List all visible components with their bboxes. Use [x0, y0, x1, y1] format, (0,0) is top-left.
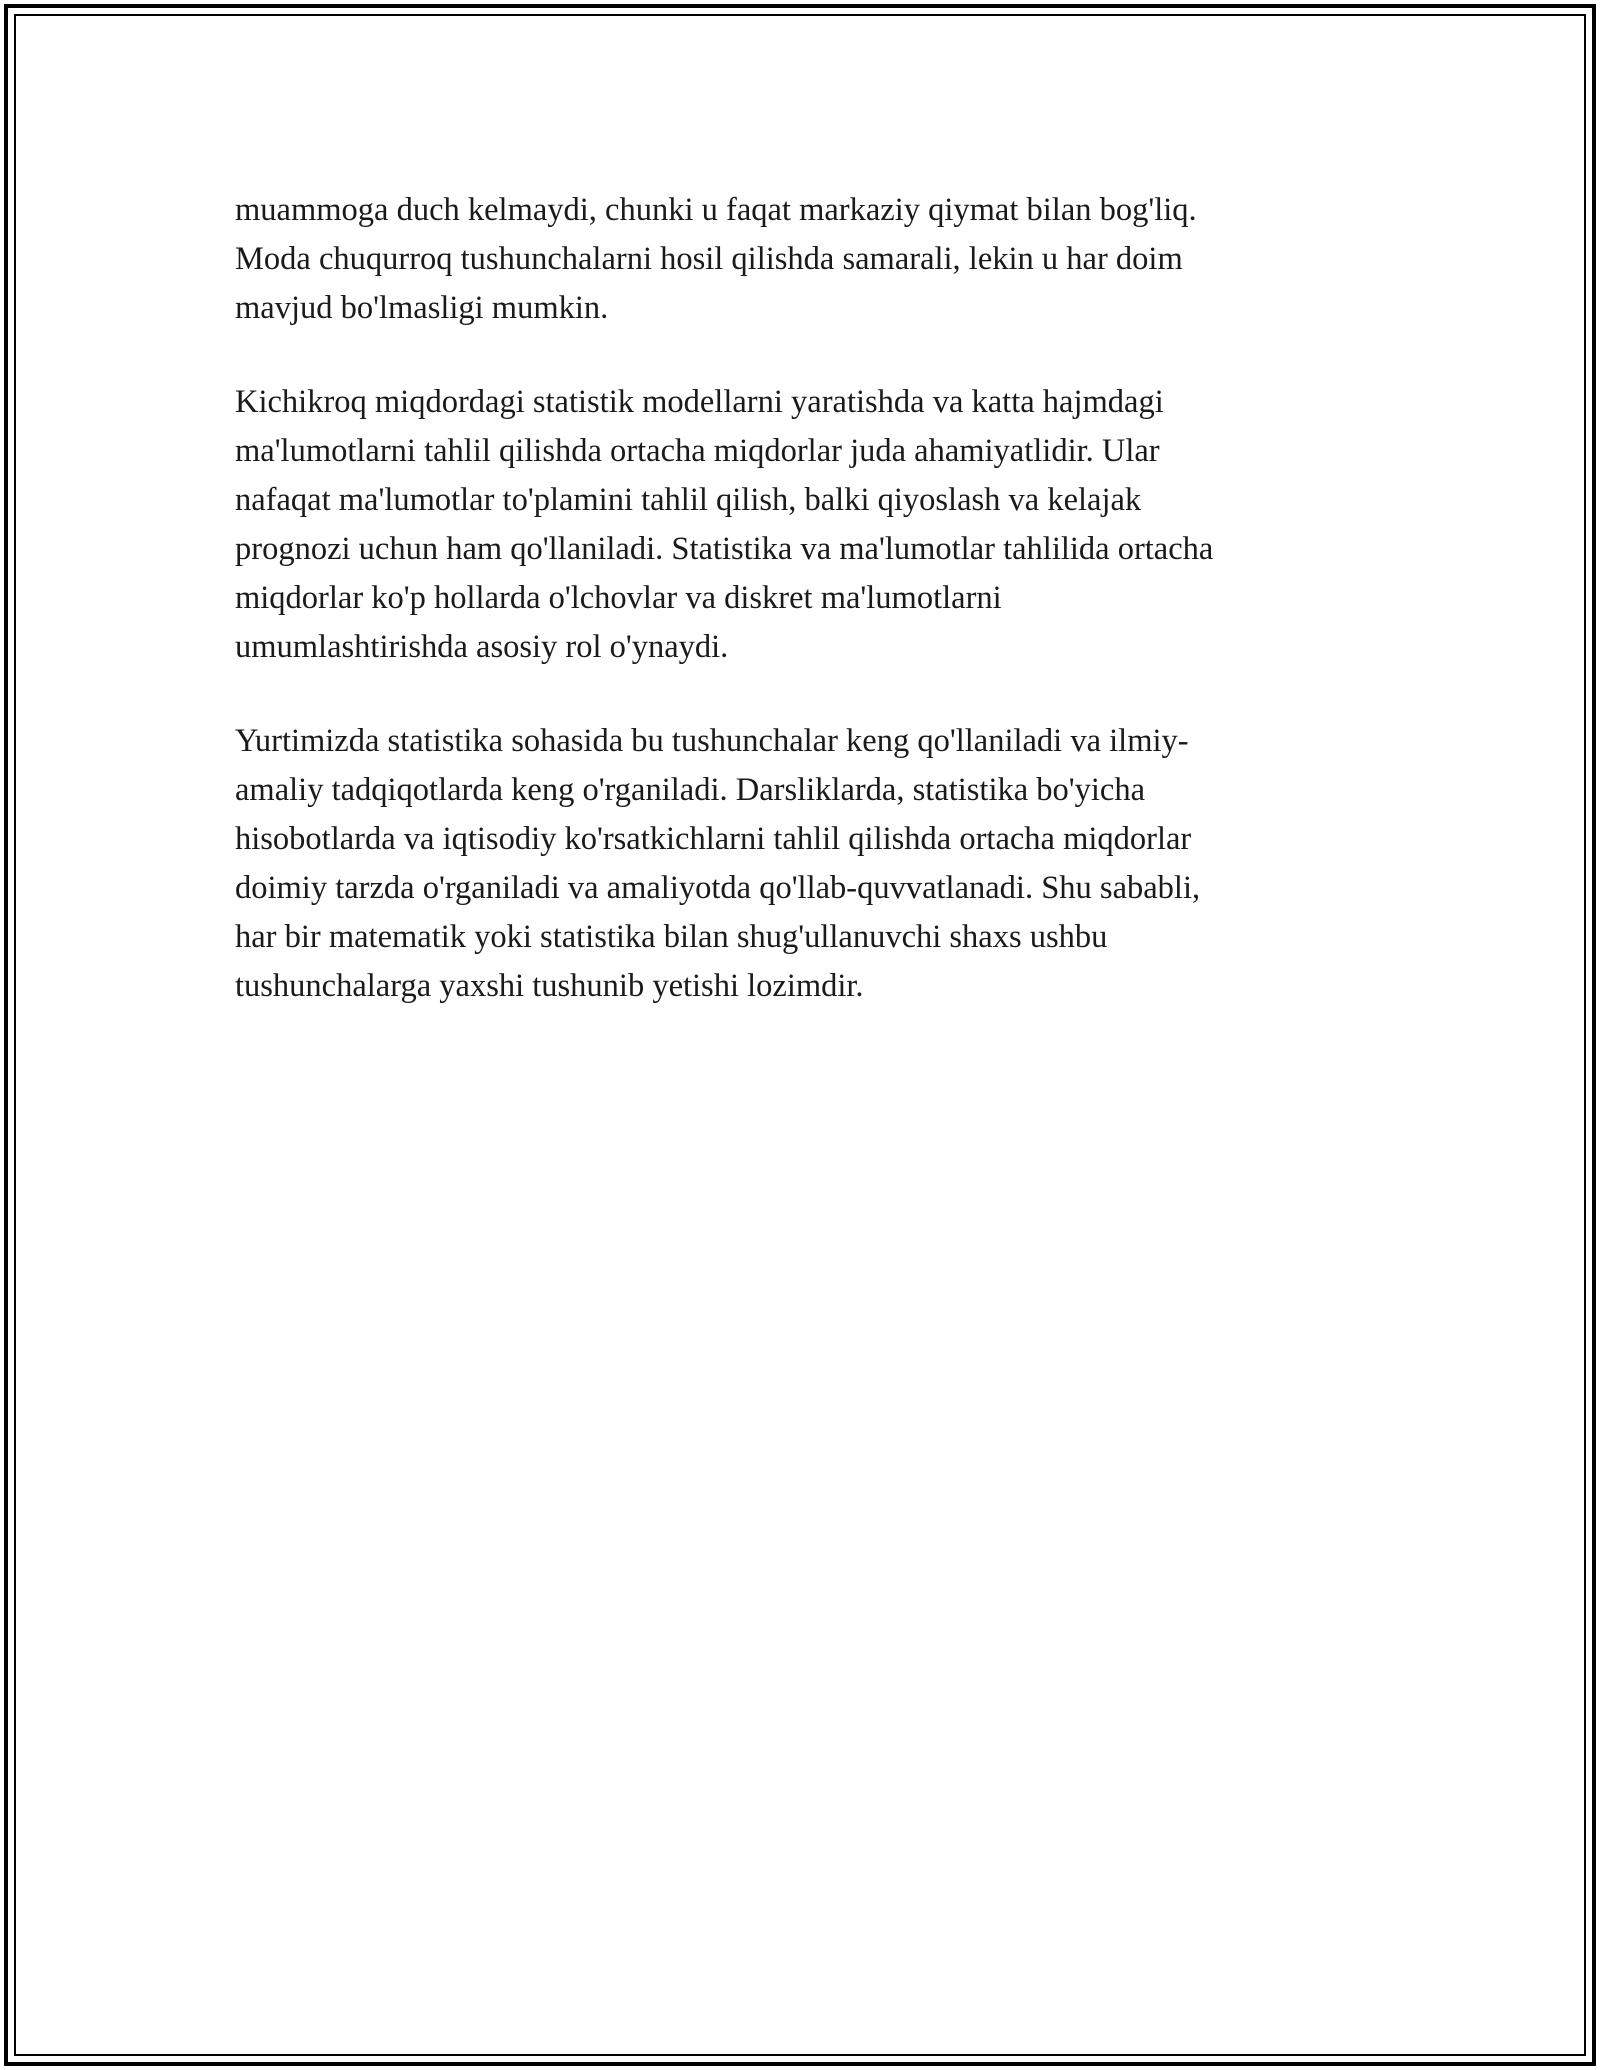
text-line: Moda chuqurroq tushunchalarni hosil qilishda samarali, lekin u har doim — [235, 241, 1183, 277]
paragraph-2 — [235, 378, 1365, 672]
text-line: har bir matematik yoki statistika bilan shug'ullanuvchi shaxs ushbu — [235, 919, 1108, 955]
text-line: mavjud bo'lmasligi mumkin. — [235, 290, 609, 326]
text-line: umumlashtirishda asosiy rol o'ynaydi. — [235, 629, 729, 665]
text-line: doimiy tarzda o'rganiladi va amaliyotda qo'llab-quvvatlanadi. Shu sababli, — [235, 870, 1201, 906]
text-line: prognozi uchun ham qo'llaniladi. Statistika va ma'lumotlar tahlilida ortacha — [235, 531, 1214, 567]
text-line: Kichikroq miqdordagi statistik modellarni yaratishda va katta hajmdagi — [235, 384, 1164, 420]
text-line: Yurtimizda statistika sohasida bu tushunchalar keng qo'llaniladi va ilmiy- — [235, 723, 1189, 759]
text-line: nafaqat ma'lumotlar to'plamini tahlil qilish, balki qiyoslash va kelajak — [235, 482, 1142, 518]
text-line: hisobotlarda va iqtisodiy ko'rsatkichlarni tahlil qilishda ortacha miqdorlar — [235, 821, 1192, 857]
paragraph-3 — [235, 717, 1365, 1011]
document-body — [235, 186, 1365, 1056]
text-line: amaliy tadqiqotlarda keng o'rganiladi. Darsliklarda, statistika bo'yicha — [235, 772, 1146, 808]
paragraph-1 — [235, 186, 1365, 333]
text-line: muammoga duch kelmaydi, chunki u faqat markaziy qiymat bilan bog'liq. — [235, 192, 1197, 228]
text-line: tushunchalarga yaxshi tushunib yetishi lozimdir. — [235, 968, 864, 1004]
text-line: miqdorlar ko'p hollarda o'lchovlar va diskret ma'lumotlarni — [235, 580, 1002, 616]
text-line: ma'lumotlarni tahlil qilishda ortacha miqdorlar juda ahamiyatlidir. Ular — [235, 433, 1160, 469]
